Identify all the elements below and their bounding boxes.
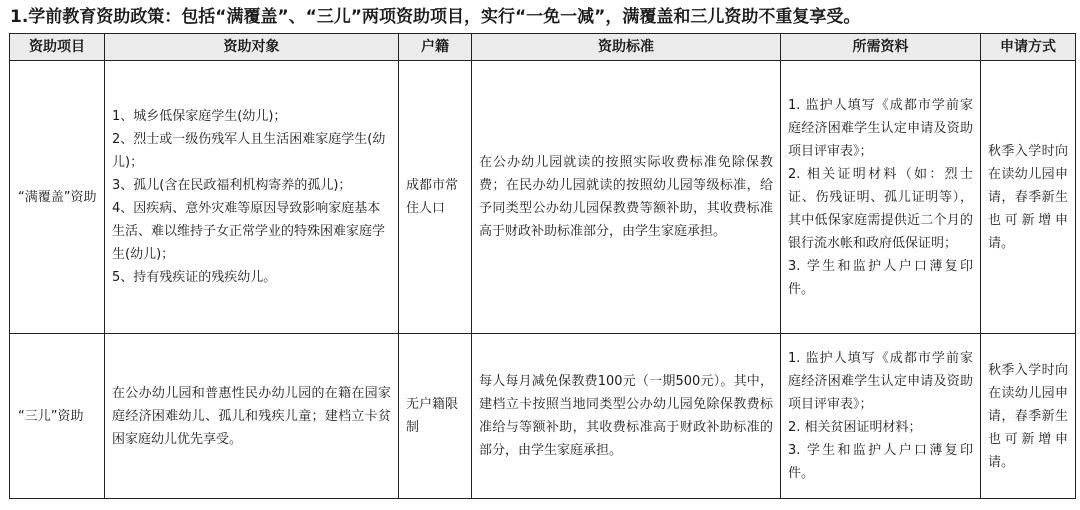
material-item: 1. 监护人填写《成都市学前家庭经济困难学生认定申请及资助项目评审表》； bbox=[788, 351, 973, 412]
cell-standard bbox=[472, 334, 781, 499]
target-item: 3、孤儿(含在民政福利机构寄养的孤儿)； bbox=[112, 178, 352, 193]
target-item: 1、城乡低保家庭学生(幼儿)； bbox=[112, 109, 287, 124]
cell-project bbox=[10, 61, 105, 334]
header-standard: 资助标准 bbox=[472, 34, 781, 61]
cell-materials bbox=[781, 61, 981, 334]
household-text: 成都市常住人口 bbox=[406, 178, 459, 216]
cell-household bbox=[399, 334, 472, 499]
cell-household bbox=[399, 61, 472, 334]
apply-text: 秋季入学时向在读幼儿园申请，春季新生也可新增申请。 bbox=[988, 143, 1068, 251]
header-targets: 资助对象 bbox=[105, 34, 399, 61]
material-item: 1. 监护人填写《成都市学前家庭经济困难学生认定申请及资助项目评审表》； bbox=[788, 97, 973, 159]
table-row bbox=[10, 61, 1076, 334]
household-text: 无户籍限制 bbox=[406, 397, 459, 435]
table-row bbox=[10, 334, 1076, 499]
cell-project bbox=[10, 334, 105, 499]
material-item: 2. 相关贫困证明材料； bbox=[788, 420, 922, 435]
cell-apply bbox=[981, 334, 1076, 499]
header-project: 资助项目 bbox=[10, 34, 105, 61]
target-item: 5、持有残疾证的残疾幼儿。 bbox=[112, 270, 277, 285]
cell-materials bbox=[781, 334, 981, 499]
table-header-row bbox=[10, 34, 1076, 61]
cell-apply bbox=[981, 61, 1076, 334]
cell-standard bbox=[472, 61, 781, 334]
apply-text: 秋季入学时向在读幼儿园申请，春季新生也可新增申请。 bbox=[988, 362, 1068, 470]
target-item: 4、因疾病、意外灾难等原因导致影响家庭基本生活、难以维持子女正常学业的特殊困难家庭学生(幼儿)； bbox=[112, 201, 386, 262]
material-item: 3. 学生和监护人户口薄复印件。 bbox=[788, 443, 973, 481]
cell-targets bbox=[105, 334, 399, 499]
policy-heading: 1.学前教育资助政策：包括“满覆盖”、“三儿”两项资助项目，实行“一免一减”，满覆盖和三儿资助不重复享受。 bbox=[10, 7, 861, 27]
project-name: “满覆盖”资助 bbox=[18, 189, 97, 205]
header-materials: 所需资料 bbox=[781, 34, 981, 61]
header-household: 户籍 bbox=[399, 34, 472, 61]
cell-targets bbox=[105, 61, 399, 334]
project-name: “三儿”资助 bbox=[18, 408, 84, 424]
target-item: 2、烈士或一级伤残军人且生活困难家庭学生(幼儿)； bbox=[112, 132, 386, 170]
target-item: 在公办幼儿园和普惠性民办幼儿园的在籍在园家庭经济困难幼儿、孤儿和残疾儿童；建档立卡贫困家庭幼儿优先享受。 bbox=[112, 385, 391, 447]
material-item: 3. 学生和监护人户口薄复印件。 bbox=[788, 258, 973, 297]
standard-text: 在公办幼儿园就读的按照实际收费标准免除保教费；在民办幼儿园就读的按照幼儿园等级标准，给予同类型公办幼儿园保教费等额补助，其收费标准高于财政补助标准部分，由学生家庭承担。 bbox=[479, 155, 773, 239]
header-apply: 申请方式 bbox=[981, 34, 1076, 61]
standard-text: 每人每月减免保教费100元（一期500元）。其中，建档立卡按照当地同类型公办幼儿园免除保教费标准给与等额补助，其收费标准高于财政补助标准的部分，由学生家庭承担。 bbox=[479, 374, 773, 458]
subsidy-policy-table bbox=[9, 33, 1076, 499]
material-item: 2. 相关证明材料（如：烈士证、伤残证明、孤儿证明等），其中低保家庭需提供近二个月的银行流水帐和政府低保证明； bbox=[788, 166, 973, 251]
